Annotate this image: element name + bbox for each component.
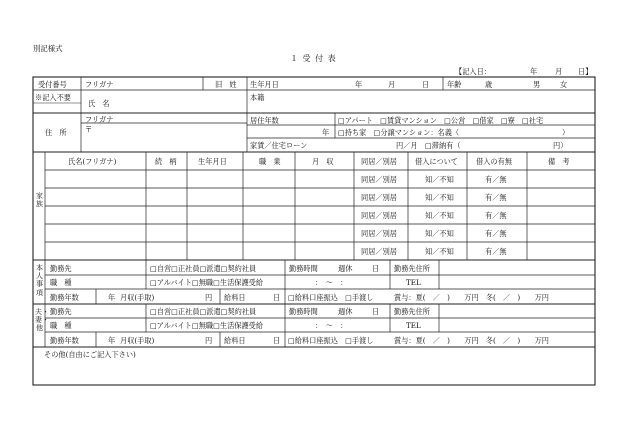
self-job-label: 職 種 bbox=[50, 278, 72, 287]
self-pay-method[interactable]: □給料口座振込 □手渡し bbox=[288, 293, 374, 302]
spouse-weekly-label: 週休 bbox=[338, 307, 353, 316]
family-row-loan[interactable]: 有／無 bbox=[485, 229, 507, 238]
housing-type-options[interactable]: □アパート □賃貸マンション □公営 □借家 □寮 □社宅 bbox=[338, 116, 544, 125]
spouse-address-label: 勤務先住所 bbox=[394, 307, 430, 316]
family-row-cohabit[interactable]: 同居／別居 bbox=[361, 229, 397, 238]
spouse-tel-label: TEL bbox=[406, 321, 421, 330]
self-emp-type2[interactable]: □アルバイト□無職□生活保護受給 bbox=[150, 278, 264, 287]
self-employer-label: 勤務先 bbox=[50, 264, 72, 273]
spouse-pay-method[interactable]: □給料口座振込 □手渡し bbox=[288, 336, 374, 345]
arrears-end: 円） bbox=[553, 141, 568, 150]
self-salary-label: 月収(手取) bbox=[120, 293, 155, 302]
spouse-section-label: 夫・妻・他 bbox=[35, 308, 49, 333]
postal-mark: 〒 bbox=[85, 125, 93, 134]
arrears-option[interactable]: □滞納有（ bbox=[425, 141, 461, 150]
self-time-range: ： ～ ： bbox=[315, 278, 348, 287]
rent-label: 家賃／住宅ローン bbox=[250, 141, 308, 150]
self-weekly-label: 週休 bbox=[338, 264, 353, 273]
spouse-weekly-unit: 日 bbox=[372, 307, 380, 316]
residence-years-label: 居住年数 bbox=[250, 116, 279, 125]
self-tenure-label: 勤務年数 bbox=[50, 293, 79, 302]
ownership-options[interactable]: □持ち家 □分譲マンション：名義（ bbox=[338, 128, 460, 137]
family-header-loan: 借入の有無 bbox=[476, 157, 512, 166]
former-name-label: 旧 姓 bbox=[215, 80, 237, 89]
furigana-label: フリガナ bbox=[85, 80, 114, 89]
self-emp-type[interactable]: □自営□正社員□派遣□契約社員 bbox=[150, 264, 257, 273]
birth-day: 日 bbox=[422, 80, 430, 89]
family-row-cohabit[interactable]: 同居／別居 bbox=[361, 211, 397, 220]
rent-per-month: 円／月 bbox=[396, 141, 418, 150]
family-row-aware[interactable]: 知／不知 bbox=[425, 229, 454, 238]
name-label: 氏 名 bbox=[88, 99, 110, 108]
self-tenure-unit: 年 bbox=[108, 293, 116, 302]
address-label: 住 所 bbox=[45, 128, 67, 137]
family-header-birth: 生年月日 bbox=[198, 157, 227, 166]
family-header-relation: 続 柄 bbox=[155, 157, 177, 166]
spouse-salary-unit: 円 bbox=[205, 336, 213, 345]
birth-date-label: 生年月日 bbox=[250, 80, 279, 89]
residence-year-unit: 年 bbox=[322, 128, 330, 137]
family-row-aware[interactable]: 知／不知 bbox=[425, 211, 454, 220]
spouse-payday-label: 給料日 bbox=[224, 336, 246, 345]
age-label: 年齢 bbox=[447, 80, 462, 89]
spouse-bonus: 賞与：夏( ／ ) 万円 冬( ／ ) 万円 bbox=[394, 336, 549, 345]
spouse-employer-label: 勤務先 bbox=[50, 307, 72, 316]
self-bonus: 賞与：夏( ／ ) 万円 冬( ／ ) 万円 bbox=[394, 293, 549, 302]
honseki-label: 本籍 bbox=[250, 93, 265, 102]
family-row-aware[interactable]: 知／不知 bbox=[425, 193, 454, 202]
family-row-cohabit[interactable]: 同居／別居 bbox=[361, 175, 397, 184]
family-row-cohabit[interactable]: 同居／別居 bbox=[361, 193, 397, 202]
self-section-label: 本人事項 bbox=[36, 264, 43, 297]
spouse-tenure-label: 勤務年数 bbox=[50, 336, 79, 345]
self-payday-label: 給料日 bbox=[224, 293, 246, 302]
family-header-loan-aware: 借入について bbox=[415, 157, 458, 166]
spouse-job-label: 職 種 bbox=[50, 321, 72, 330]
family-row-loan[interactable]: 有／無 bbox=[485, 193, 507, 202]
gender-male[interactable]: 男 bbox=[533, 80, 541, 89]
address-furigana-label: フリガナ bbox=[85, 115, 114, 124]
self-weekly-unit: 日 bbox=[372, 264, 380, 273]
spouse-tenure-unit: 年 bbox=[108, 336, 116, 345]
form-label: 別記様式 bbox=[33, 44, 63, 53]
family-row-cohabit[interactable]: 同居／別居 bbox=[361, 247, 397, 256]
family-header-name: 氏名(フリガナ) bbox=[68, 157, 117, 166]
family-label: 家族 bbox=[36, 192, 43, 209]
family-row-aware[interactable]: 知／不知 bbox=[425, 247, 454, 256]
page-title: １ 受 付 表 bbox=[290, 54, 337, 63]
family-row-loan[interactable]: 有／無 bbox=[485, 211, 507, 220]
gender-female[interactable]: 女 bbox=[560, 80, 568, 89]
spouse-payday-unit: 日 bbox=[273, 336, 281, 345]
family-header-notes: 備 考 bbox=[548, 157, 570, 166]
age-unit: 歳 bbox=[485, 80, 493, 89]
spouse-hours-label: 勤務時間 bbox=[289, 307, 318, 316]
family-row-loan[interactable]: 有／無 bbox=[485, 247, 507, 256]
ownership-close: ） bbox=[562, 128, 570, 137]
receipt-no-label: 受付番号 bbox=[38, 80, 67, 89]
spouse-emp-type2[interactable]: □アルバイト□無職□生活保護受給 bbox=[150, 321, 264, 330]
family-row-loan[interactable]: 有／無 bbox=[485, 175, 507, 184]
no-entry-note: ※記入不要 bbox=[35, 93, 71, 102]
self-address-label: 勤務先住所 bbox=[394, 264, 430, 273]
spouse-salary-label: 月収(手取) bbox=[120, 336, 155, 345]
self-tel-label: TEL bbox=[406, 278, 421, 287]
family-header-income: 月 収 bbox=[312, 157, 334, 166]
family-header-cohabit: 同居／別居 bbox=[361, 157, 397, 166]
spouse-emp-type[interactable]: □自営□正社員□派遣□契約社員 bbox=[150, 307, 257, 316]
birth-month: 月 bbox=[388, 80, 396, 89]
self-salary-unit: 円 bbox=[205, 293, 213, 302]
family-header-job: 職 業 bbox=[259, 157, 281, 166]
spouse-time-range: ： ～ ： bbox=[315, 321, 348, 330]
other-notes-label: その他(自由にご記入下さい) bbox=[44, 350, 136, 359]
birth-year: 年 bbox=[355, 80, 363, 89]
self-hours-label: 勤務時間 bbox=[289, 264, 318, 273]
family-row-aware[interactable]: 知／不知 bbox=[425, 175, 454, 184]
self-payday-unit: 日 bbox=[273, 293, 281, 302]
